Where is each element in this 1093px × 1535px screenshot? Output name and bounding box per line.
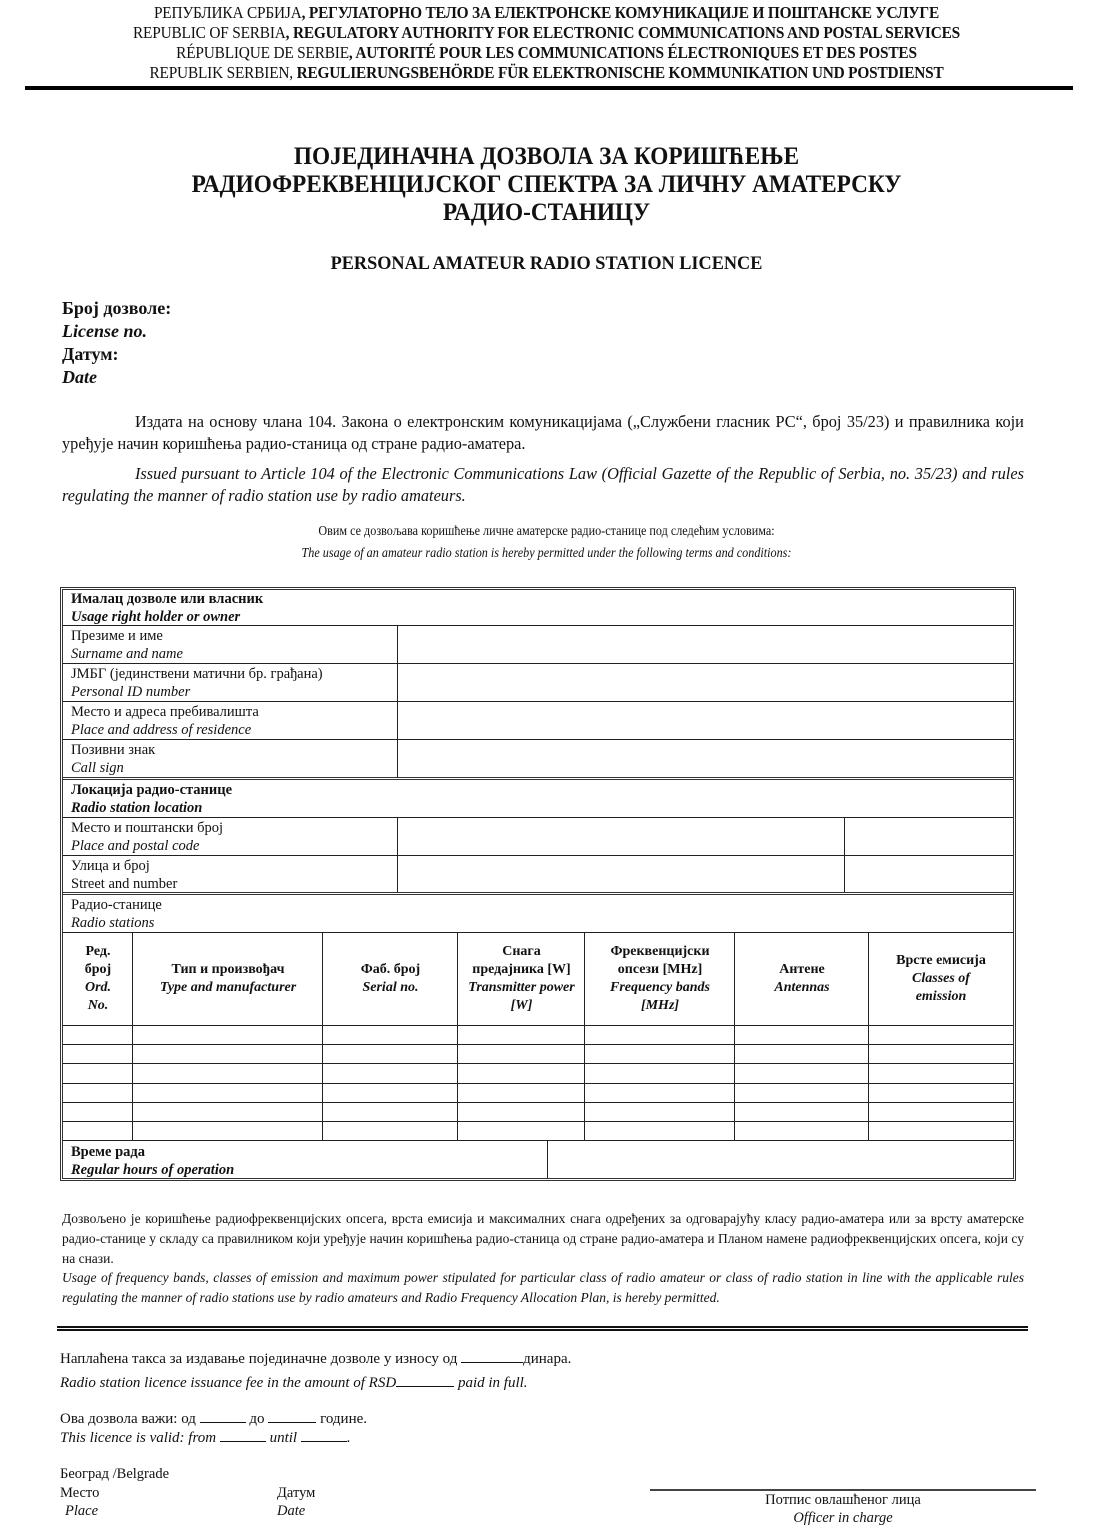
column-divider <box>322 932 323 1140</box>
street-field[interactable] <box>398 856 844 893</box>
date-label-footer-sr: Датум <box>277 1485 316 1501</box>
postal-code-field[interactable] <box>845 818 1013 855</box>
field-label-call-sign: Позивни знак Call sign <box>71 742 156 776</box>
license-number-label-sr: Број дозволе: <box>62 298 172 318</box>
field-label-place-postal: Место и поштански број Place and postal code <box>71 820 223 854</box>
holder-section-heading: Ималац дозволе или власник Usage right holder or owner <box>71 591 264 625</box>
stations-section-heading: Радио-станице Radio stations <box>71 897 162 931</box>
document-title-en: PERSONAL AMATEUR RADIO STATION LICENCE <box>330 253 763 274</box>
fee-line-sr: Наплаћена такса за издавање појединачне дозволе у износу од динара. <box>60 1351 572 1367</box>
header-divider <box>25 86 1073 90</box>
field-label-surname: Презиме и име Surname and name <box>71 628 183 662</box>
call-sign-field[interactable] <box>398 740 1013 777</box>
field-label-residence: Место и адреса пребивалишта Place and address of residence <box>71 704 259 738</box>
date-label-sr: Датум: <box>62 344 119 364</box>
issuing-city: Београд /Belgrade <box>60 1466 170 1482</box>
validity-line-sr: Ова дозвола важи: од до године. <box>60 1411 368 1427</box>
valid-from-blank[interactable] <box>200 1409 246 1423</box>
column-divider <box>844 817 845 893</box>
field-label-personal-id: ЈМБГ (јединствени матични бр. грађана) Personal ID number <box>71 666 323 700</box>
station-row-6[interactable] <box>63 1122 1013 1141</box>
permit-note-en: The usage of an amateur radio station is hereby permitted under the following terms and conditions: <box>301 545 792 560</box>
signature-label-sr: Потпис овлашћеног лица <box>765 1492 921 1508</box>
date-label-footer-en: Date <box>277 1503 306 1519</box>
location-section-heading: Локација радио-станице Radio station location <box>71 782 233 816</box>
header-line-sr: РЕПУБЛИКА СРБИЈА, РЕГУЛАТОРНО ТЕЛО ЗА ЕЛЕКТРОНСКЕ КОМУНИКАЦИЈЕ И ПОШТАНСКЕ УСЛУГЕ <box>153 3 940 22</box>
permit-note-sr: Овим се дозвољава коришћење личне аматерске радио-станице под следећим условима: <box>318 523 775 538</box>
hours-of-operation-field[interactable] <box>549 1141 1013 1178</box>
column-divider <box>397 817 398 893</box>
header-line-de: REPUBLIK SERBIEN, REGULIERUNGSBEHÖRDE FÜR ELEKTRONISCHE KOMMUNIKATION UND POSTDIENST <box>149 63 944 82</box>
usage-note-en: Usage of frequency bands, classes of emission and maximum power stipulated for particular class of radio amateur or class of radio station in line with the applicable rules regulating the manner of radio stations use by radio amateurs and Radio Frequency Allocation Plan, is hereby permitted. <box>62 1270 1024 1305</box>
place-label-sr: Место <box>60 1485 100 1501</box>
fee-amount-blank-en[interactable] <box>396 1373 454 1387</box>
document-title-line-1: ПОЈЕДИНАЧНА ДОЗВОЛА ЗА КОРИШЋЕЊЕ <box>293 143 800 170</box>
column-divider <box>868 932 869 1140</box>
column-divider <box>547 1140 548 1178</box>
column-divider <box>457 932 458 1140</box>
station-row-4[interactable] <box>63 1084 1013 1103</box>
signature-label-en: Officer in charge <box>793 1510 893 1526</box>
document-title-line-3: РАДИО-СТАНИЦУ <box>442 199 651 226</box>
document-title-line-2: РАДИОФРЕКВЕНЦИЈСКОГ СПЕКТРА ЗА ЛИЧНУ АМАТЕРСКУ <box>191 171 902 198</box>
column-divider <box>734 932 735 1140</box>
hours-label: Време рада Regular hours of operation <box>71 1144 235 1178</box>
column-header-ord-no: Ред. број Ord. No. <box>84 944 112 1013</box>
license-number-label-en: License no. <box>62 321 147 341</box>
column-divider <box>397 625 398 777</box>
surname-name-field[interactable] <box>398 626 1013 663</box>
fee-amount-blank[interactable] <box>461 1349 523 1363</box>
valid-until-blank-en[interactable] <box>301 1428 347 1442</box>
intro-paragraph-sr: Издата на основу члана 104. Закона о електронским комуникацијама („Службени гласник РС“, број 35/23) и правилника који уређује начин коришћења радио-станица од стране радио-аматера. <box>62 412 1024 453</box>
street-number-field[interactable] <box>845 856 1013 893</box>
usage-note-sr: Дозвољено је коришћење радиофреквенцијских опсега, врста емисија и максималних снага одређених за одговарајућу класу радио-аматера или за врсту аматерске радио-станице у складу са правилником који уређује начин коришћења радио-станица од стране радио-аматера и Планом намене радиофреквенцијских опсега, који су на снази. <box>62 1211 1024 1266</box>
station-row-2[interactable] <box>63 1045 1013 1064</box>
column-header-frequency: Фреквенцијски опсези [MHz] Frequency bands [MHz] <box>610 944 710 1013</box>
column-header-antennas: Антене Antennas <box>774 962 830 995</box>
personal-id-field[interactable] <box>398 664 1013 701</box>
column-header-type: Тип и произвођач Type and manufacturer <box>159 962 297 995</box>
column-header-serial: Фаб. број Serial no. <box>360 962 421 995</box>
station-row-3[interactable] <box>63 1064 1013 1083</box>
column-header-emission: Врсте емисија Classes of emission <box>896 953 986 1004</box>
column-divider <box>132 932 133 1140</box>
header-line-fr: RÉPUBLIQUE DE SERBIE, AUTORITÉ POUR LES COMMUNICATIONS ÉLECTRONIQUES ET DES POSTES <box>176 43 917 62</box>
intro-paragraph-en: Issued pursuant to Article 104 of the Electronic Communications Law (Official Gazette of the Republic of Serbia, no. 35/23) and rules regulating the manner of radio station use by radio amateurs. <box>62 464 1024 505</box>
column-divider <box>584 932 585 1140</box>
fee-line-en: Radio station licence issuance fee in the amount of RSD paid in full. <box>60 1375 528 1391</box>
station-row-5[interactable] <box>63 1103 1013 1122</box>
residence-address-field[interactable] <box>398 702 1013 739</box>
valid-until-blank[interactable] <box>268 1409 316 1423</box>
header-line-en: REPUBLIC OF SERBIA, REGULATORY AUTHORITY FOR ELECTRONIC COMMUNICATIONS AND POSTAL SERVICES <box>132 23 961 42</box>
validity-line-en: This licence is valid: from until . <box>60 1430 351 1446</box>
column-header-power: Снага предајника [W] Transmitter power [W] <box>468 944 575 1013</box>
station-row-1[interactable] <box>63 1026 1013 1045</box>
section-double-rule <box>57 1326 1028 1331</box>
licence-form-table <box>60 587 1016 1181</box>
place-field[interactable] <box>398 818 844 855</box>
section-divider <box>63 777 1013 780</box>
place-label-en: Place <box>65 1503 99 1519</box>
field-label-street: Улица и број Street and number <box>71 858 178 892</box>
section-divider <box>63 892 1013 895</box>
valid-from-blank-en[interactable] <box>220 1428 266 1442</box>
date-label-en: Date <box>62 367 97 387</box>
